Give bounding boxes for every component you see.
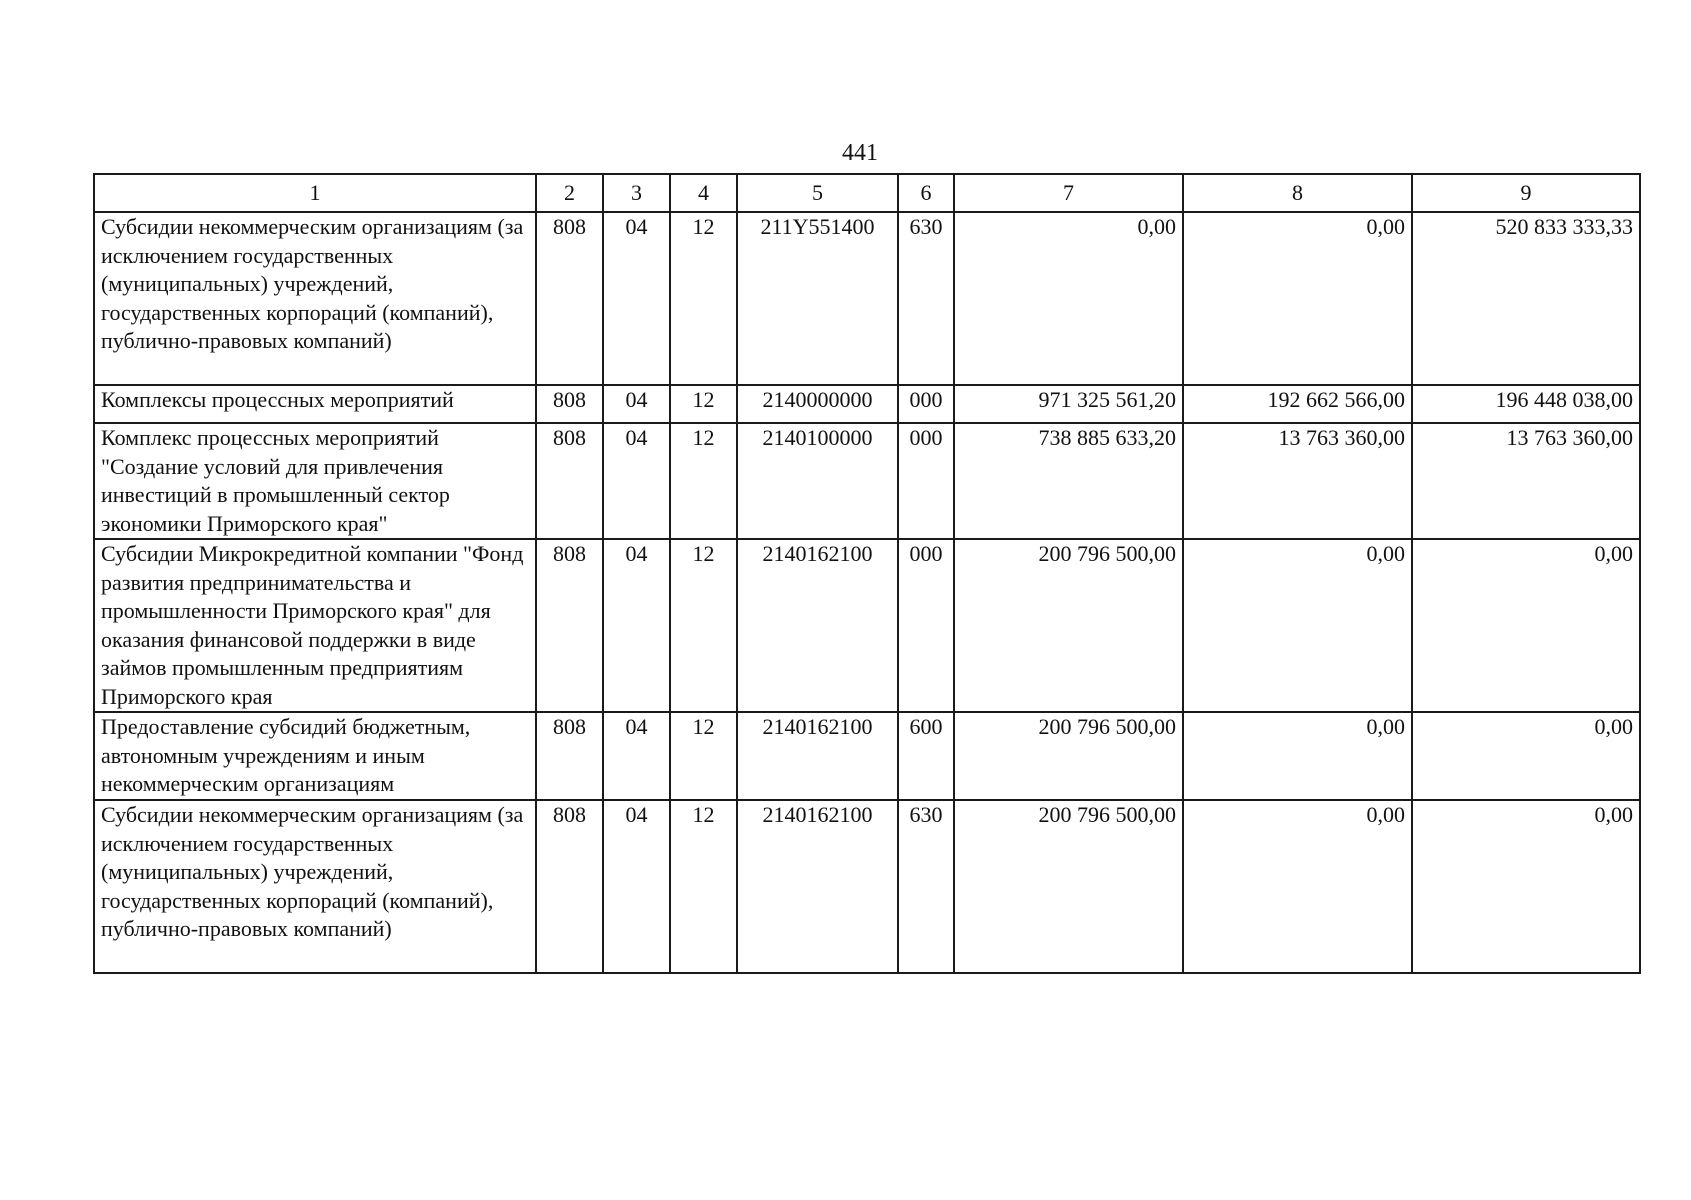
target-article-code: 2140162100 xyxy=(737,539,898,712)
amount-col8: 0,00 xyxy=(1183,539,1412,712)
row-name: Комплекс процессных мероприятий "Создание условий для привлечения инвестиций в промышленный сектор экономики Приморского края" xyxy=(94,423,536,539)
expense-type-code: 000 xyxy=(898,423,954,539)
target-article-code: 2140100000 xyxy=(737,423,898,539)
section-code: 04 xyxy=(603,423,670,539)
amount-col9: 0,00 xyxy=(1412,800,1640,973)
section-code: 04 xyxy=(603,539,670,712)
row-name: Субсидии Микрокредитной компании "Фонд развития предпринимательства и промышленности Приморского края" для оказания финансовой поддержки в виде займов промышленным предприятиям Приморского края xyxy=(94,539,536,712)
column-header-7: 7 xyxy=(954,174,1183,212)
expense-type-code: 630 xyxy=(898,212,954,385)
table-row xyxy=(94,385,1640,423)
amount-col8: 0,00 xyxy=(1183,800,1412,973)
amount-col7: 971 325 561,20 xyxy=(954,385,1183,423)
column-header-4: 4 xyxy=(670,174,737,212)
header-row xyxy=(94,174,1640,212)
ministry-code: 808 xyxy=(536,800,603,973)
ministry-code: 808 xyxy=(536,712,603,800)
amount-col8: 192 662 566,00 xyxy=(1183,385,1412,423)
target-article-code: 211Y551400 xyxy=(737,212,898,385)
expense-type-code: 600 xyxy=(898,712,954,800)
target-article-code: 2140162100 xyxy=(737,800,898,973)
subsection-code: 12 xyxy=(670,539,737,712)
subsection-code: 12 xyxy=(670,212,737,385)
amount-col9: 0,00 xyxy=(1412,712,1640,800)
row-name: Субсидии некоммерческим организациям (за исключением государственных (муниципальных) учреждений, государственных корпораций (компаний), публично-правовых компаний) xyxy=(94,212,536,385)
subsection-code: 12 xyxy=(670,800,737,973)
section-code: 04 xyxy=(603,212,670,385)
ministry-code: 808 xyxy=(536,385,603,423)
target-article-code: 2140162100 xyxy=(737,712,898,800)
page-number: 441 xyxy=(842,140,878,166)
table-row xyxy=(94,712,1640,800)
column-header-2: 2 xyxy=(536,174,603,212)
budget-table xyxy=(93,173,1641,974)
amount-col7: 200 796 500,00 xyxy=(954,800,1183,973)
section-code: 04 xyxy=(603,385,670,423)
section-code: 04 xyxy=(603,712,670,800)
amount-col9: 13 763 360,00 xyxy=(1412,423,1640,539)
table-row xyxy=(94,423,1640,539)
amount-col8: 0,00 xyxy=(1183,212,1412,385)
column-header-1: 1 xyxy=(94,174,536,212)
amount-col7: 200 796 500,00 xyxy=(954,539,1183,712)
subsection-code: 12 xyxy=(670,385,737,423)
table-row xyxy=(94,212,1640,385)
amount-col7: 200 796 500,00 xyxy=(954,712,1183,800)
expense-type-code: 000 xyxy=(898,385,954,423)
target-article-code: 2140000000 xyxy=(737,385,898,423)
amount-col9: 196 448 038,00 xyxy=(1412,385,1640,423)
column-header-3: 3 xyxy=(603,174,670,212)
table-row xyxy=(94,539,1640,712)
ministry-code: 808 xyxy=(536,539,603,712)
amount-col7: 738 885 633,20 xyxy=(954,423,1183,539)
column-header-5: 5 xyxy=(737,174,898,212)
expense-type-code: 000 xyxy=(898,539,954,712)
column-header-6: 6 xyxy=(898,174,954,212)
ministry-code: 808 xyxy=(536,212,603,385)
expense-type-code: 630 xyxy=(898,800,954,973)
column-header-8: 8 xyxy=(1183,174,1412,212)
column-header-9: 9 xyxy=(1412,174,1640,212)
ministry-code: 808 xyxy=(536,423,603,539)
amount-col7: 0,00 xyxy=(954,212,1183,385)
amount-col8: 13 763 360,00 xyxy=(1183,423,1412,539)
row-name: Предоставление субсидий бюджетным, автономным учреждениям и иным некоммерческим организациям xyxy=(94,712,536,800)
section-code: 04 xyxy=(603,800,670,973)
subsection-code: 12 xyxy=(670,423,737,539)
amount-col8: 0,00 xyxy=(1183,712,1412,800)
row-name: Комплексы процессных мероприятий xyxy=(94,385,536,423)
amount-col9: 520 833 333,33 xyxy=(1412,212,1640,385)
row-name: Субсидии некоммерческим организациям (за исключением государственных (муниципальных) учреждений, государственных корпораций (компаний), публично-правовых компаний) xyxy=(94,800,536,973)
amount-col9: 0,00 xyxy=(1412,539,1640,712)
table-row xyxy=(94,800,1640,973)
subsection-code: 12 xyxy=(670,712,737,800)
